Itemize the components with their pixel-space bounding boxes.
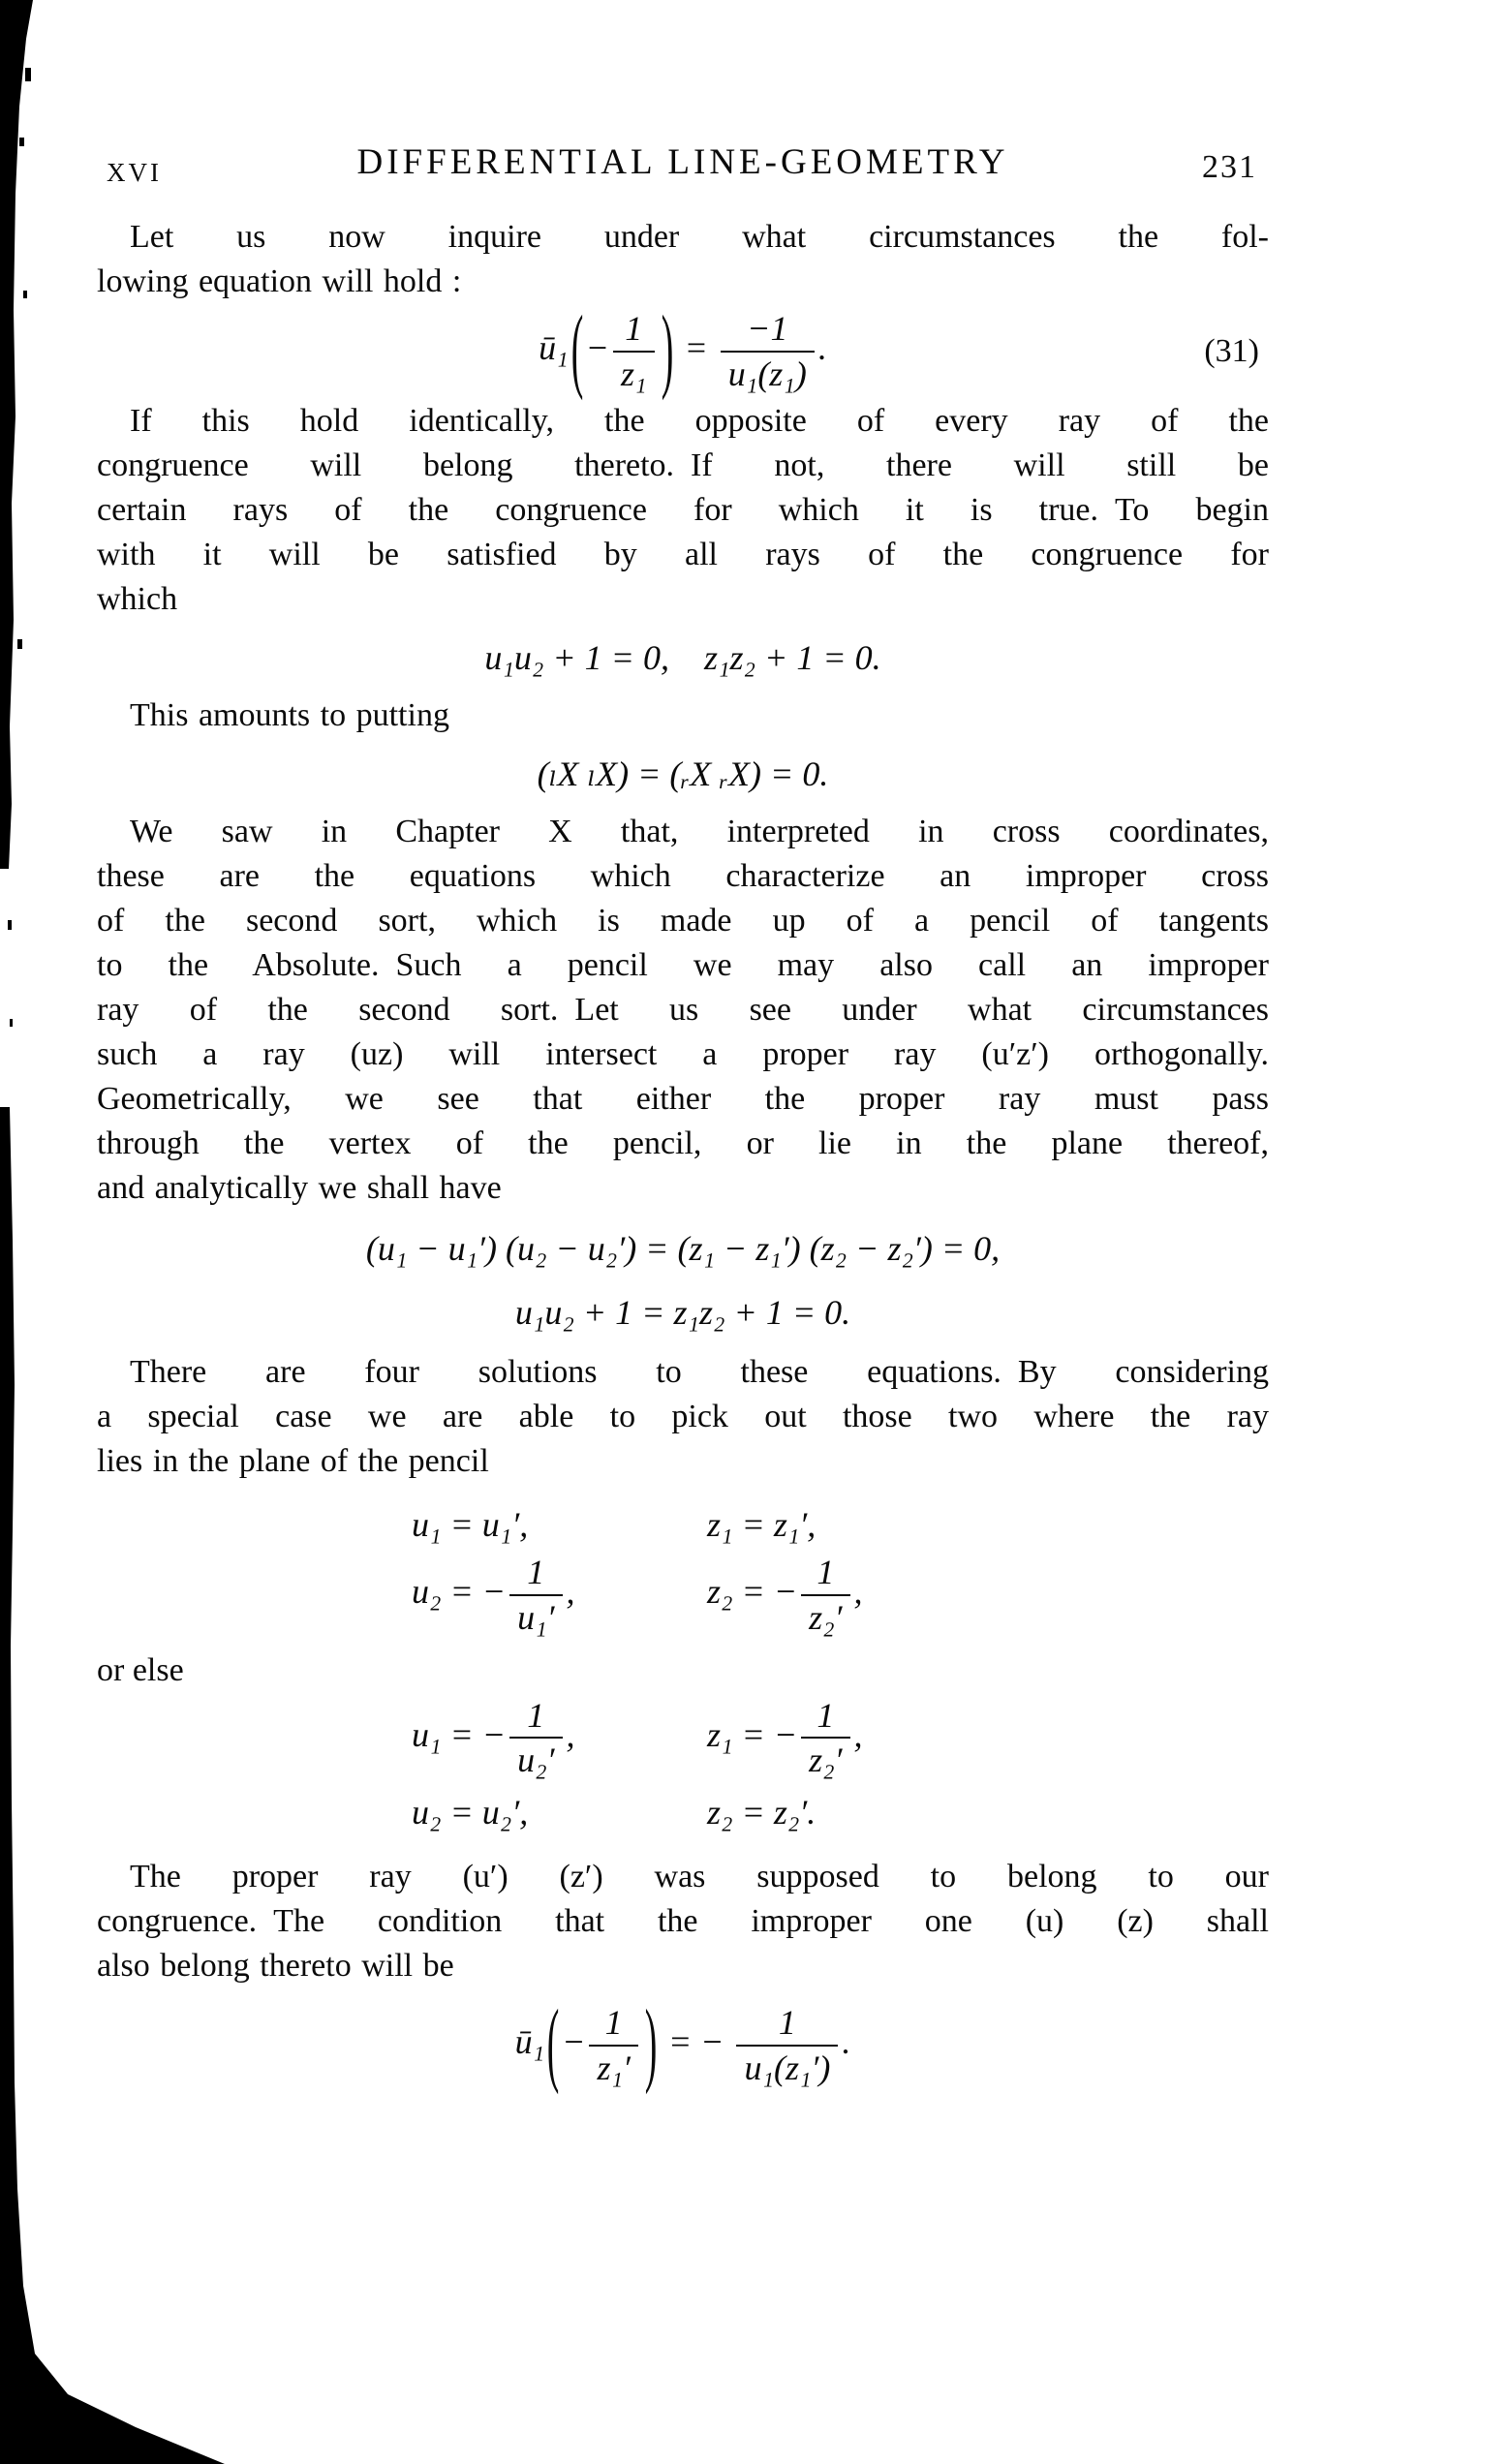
- left-paren: (: [546, 1990, 560, 2096]
- denominator: z₁′: [589, 2045, 637, 2087]
- numerator: 1: [527, 1552, 545, 1591]
- text-line: which: [97, 580, 178, 617]
- equation-final-condition: [97, 1990, 1269, 2096]
- left-paren: (: [570, 295, 583, 401]
- numerator: 1: [778, 2003, 796, 2043]
- solution1-row2: [97, 1554, 1269, 1637]
- text-line: a special case we are able to pick out those two where the ray: [97, 1398, 1269, 1434]
- paragraph-amounts: [97, 693, 1269, 738]
- text-line: certain rays of the congruence for which it is true. To begin: [97, 491, 1269, 528]
- text-line: these are the equations which characterize an improper cross: [97, 857, 1269, 894]
- equation-cross-products: [97, 750, 1269, 798]
- denominator: z₂′: [801, 1594, 849, 1637]
- text-line: congruence. The condition that the improper one (u) (z) shall: [97, 1903, 1269, 1940]
- denominator: u₁(z₁): [721, 351, 815, 393]
- math-expression: [412, 1554, 707, 1637]
- fraction: [721, 310, 815, 393]
- text-line: ray of the second sort. Let us see under what circumstances: [97, 991, 1269, 1028]
- math-expression: (ₗX ₗX) = (ᵣX ᵣX) = 0.: [537, 754, 829, 793]
- comma: ,: [566, 1571, 575, 1611]
- denominator: u₁(z₁′): [736, 2045, 838, 2087]
- or-else-text: or else: [97, 1651, 184, 1688]
- equals-sign: = −: [667, 2022, 724, 2062]
- fraction: [736, 2004, 838, 2087]
- paragraph-identically: [97, 399, 1269, 622]
- equation-31: [97, 295, 1269, 401]
- denominator: z₁: [613, 351, 655, 393]
- math-token: u₁ = −: [412, 1714, 507, 1754]
- numerator: 1: [817, 1552, 835, 1591]
- page-number: 231: [1202, 149, 1257, 185]
- fraction: [801, 1554, 849, 1637]
- text-line: through the vertex of the pencil, or lie in the plane thereof,: [97, 1124, 1269, 1161]
- equation-number: (31): [1204, 332, 1259, 369]
- math-expression: [412, 1697, 707, 1780]
- fraction: [801, 1697, 849, 1780]
- math-expression: u₁u₂ + 1 = 0, z₁z₂ + 1 = 0.: [484, 637, 881, 677]
- denominator: u₁′: [509, 1594, 562, 1637]
- math-expression: [539, 295, 827, 401]
- equation-sum-conditions: [97, 1288, 1269, 1337]
- comma: ,: [566, 1714, 575, 1754]
- minus-sign: −: [585, 328, 609, 368]
- fraction: [509, 1554, 562, 1637]
- text-line: also belong thereto will be: [97, 1948, 454, 1985]
- text-line: We saw in Chapter X that, interpreted in cross coordinates,: [130, 813, 1269, 849]
- text-line: Geometrically, we see that either the proper ray must pass: [97, 1080, 1269, 1117]
- text-line: lies in the plane of the pencil: [97, 1442, 489, 1479]
- solution2-row2: [97, 1787, 1269, 1837]
- math-expression: u₂ = u₂′,: [412, 1793, 529, 1833]
- text-line: with it will be satisfied by all rays of the congruence for: [97, 536, 1269, 572]
- math-expression: u₁u₂ + 1 = z₁z₂ + 1 = 0.: [514, 1292, 851, 1332]
- text-line: This amounts to putting: [130, 696, 449, 733]
- fraction: [613, 310, 655, 393]
- math-token: z₁ = −: [707, 1714, 798, 1754]
- fraction: [509, 1697, 562, 1780]
- page-header: [97, 141, 1269, 190]
- math-token: ū₁: [514, 2022, 545, 2062]
- solution2-row1: [97, 1697, 1269, 1780]
- comma: ,: [853, 1571, 863, 1611]
- math-expression: u₁ = u₁′,: [412, 1504, 529, 1544]
- period: .: [842, 2022, 851, 2062]
- math-token: u₂ = −: [412, 1571, 507, 1611]
- math-expression: [514, 1990, 851, 2096]
- text-line: lowing equation will hold :: [97, 263, 462, 299]
- numerator: 1: [625, 309, 643, 348]
- text-line: congruence will belong thereto. If not, there will still be: [97, 447, 1269, 483]
- paragraph-proper-ray: [97, 1855, 1269, 1988]
- text-line: If this hold identically, the opposite of every ray of the: [130, 402, 1269, 439]
- text-line: to the Absolute. Such a pencil we may also call an improper: [97, 946, 1269, 983]
- math-token: ū₁: [539, 328, 569, 368]
- solution1-row1: [97, 1499, 1269, 1550]
- period: .: [817, 328, 827, 368]
- equation-uz-conditions: [97, 633, 1269, 682]
- text-line: Let us now inquire under what circumstances the fol-: [130, 219, 1269, 255]
- text-line: such a ray (uz) will intersect a proper ray (u′z′) orthogonally.: [97, 1035, 1269, 1072]
- fraction: [589, 2004, 637, 2087]
- page-title: DIFFERENTIAL LINE-GEOMETRY: [356, 142, 1009, 182]
- page-content: [97, 141, 1269, 2096]
- numerator: 1: [817, 1695, 835, 1735]
- comma: ,: [853, 1714, 863, 1754]
- denominator: u₂′: [509, 1737, 562, 1779]
- math-token: z₂ = −: [707, 1571, 798, 1611]
- right-paren: ): [661, 295, 673, 401]
- numerator: 1: [604, 2003, 623, 2043]
- paragraph-intro: [97, 215, 1269, 304]
- math-expression: z₂ = z₂′.: [707, 1793, 817, 1833]
- paragraph-four-solutions: [97, 1350, 1269, 1484]
- text-line: of the second sort, which is made up of a pencil of tangents: [97, 902, 1269, 939]
- text-line: There are four solutions to these equations. By considering: [130, 1353, 1269, 1390]
- text-line: and analytically we shall have: [97, 1169, 502, 1206]
- equals-sign: =: [684, 328, 708, 368]
- numerator: −1: [747, 309, 788, 348]
- paragraph-chapter-x: [97, 810, 1269, 1211]
- denominator: z₂′: [801, 1737, 849, 1779]
- equation-differences: [97, 1224, 1269, 1273]
- minus-sign: −: [562, 2022, 586, 2062]
- chapter-label: XVI: [107, 158, 162, 187]
- math-expression: [707, 1554, 1002, 1637]
- text-line: The proper ray (u′) (z′) was supposed to belong to our: [130, 1859, 1269, 1895]
- math-expression: [707, 1697, 1002, 1780]
- numerator: 1: [527, 1695, 545, 1735]
- math-expression: (u₁ − u₁′) (u₂ − u₂′) = (z₁ − z₁′) (z₂ − z₂′) = 0,: [365, 1228, 1001, 1268]
- math-expression: z₁ = z₁′,: [707, 1504, 817, 1544]
- right-paren: ): [644, 1990, 658, 2096]
